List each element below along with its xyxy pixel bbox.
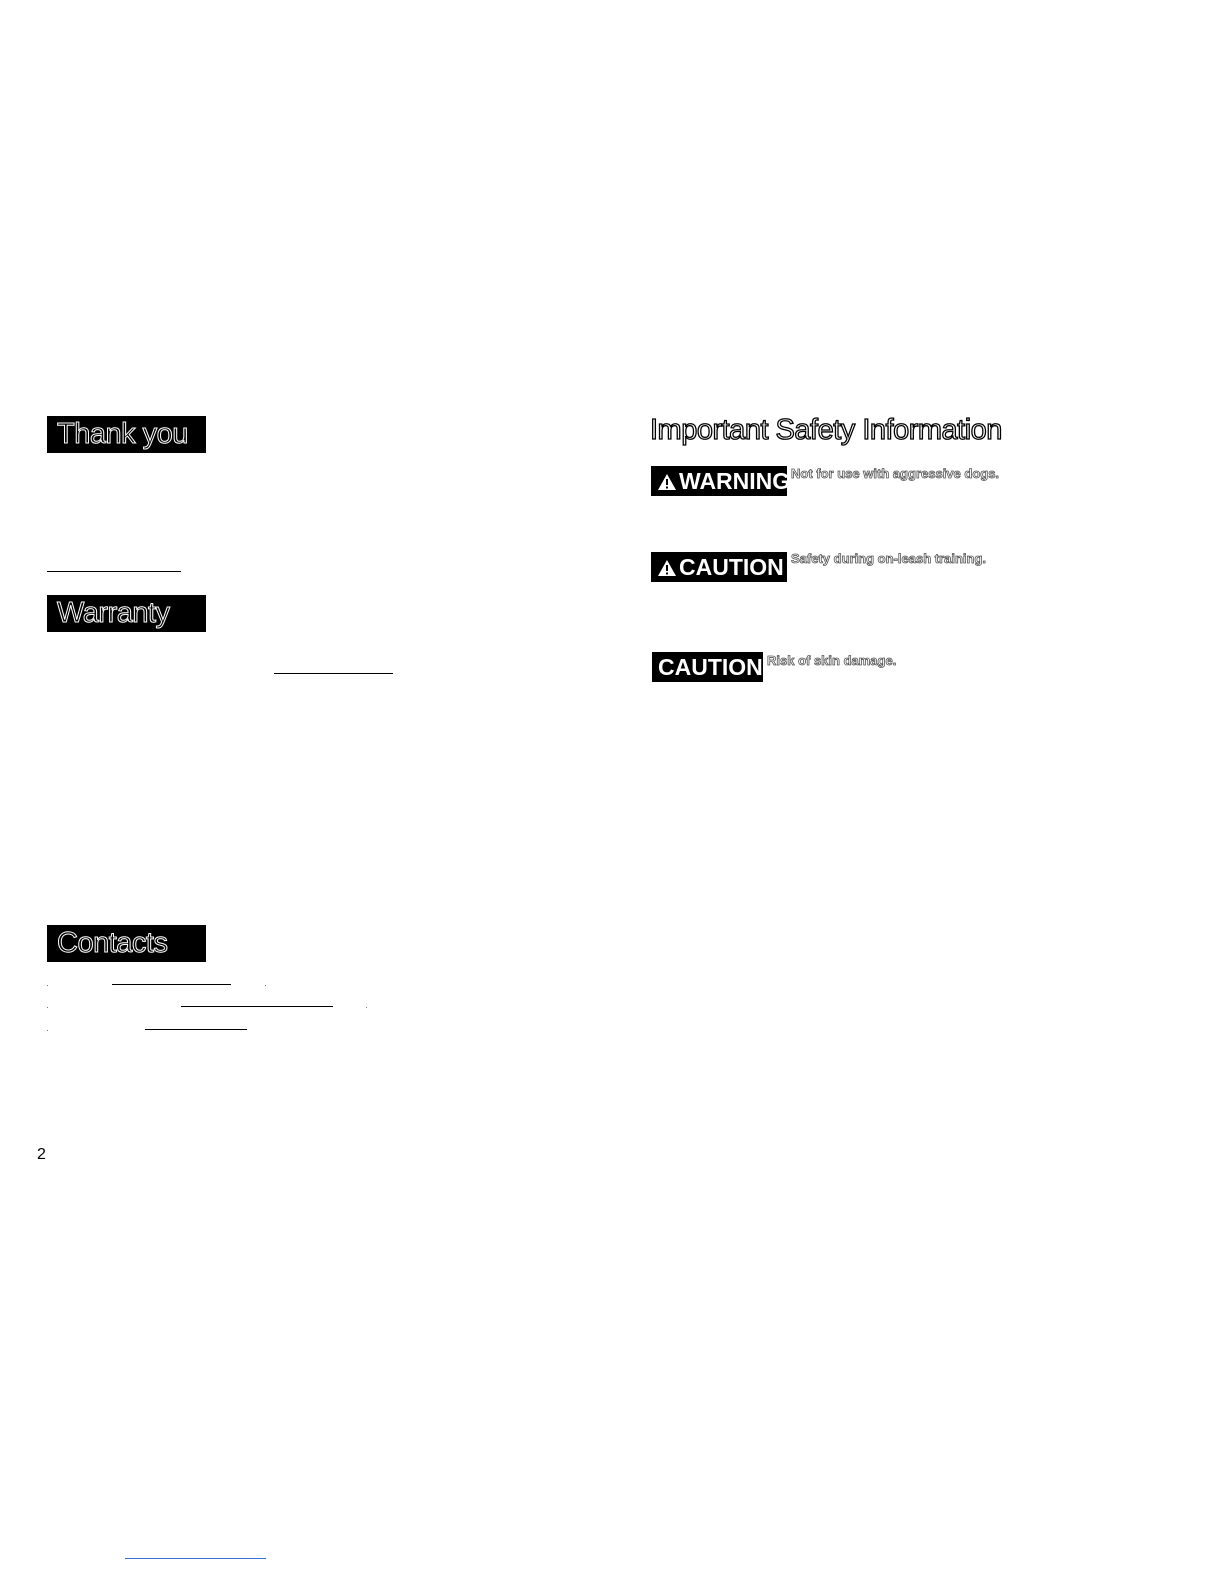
contact-link-underline-2[interactable] bbox=[181, 1006, 333, 1007]
warning-text: Not for use with aggressive dogs. bbox=[791, 466, 1000, 481]
signal-word: WARNING bbox=[679, 468, 791, 494]
underline-rule bbox=[47, 571, 181, 572]
contact-link-underline-3[interactable] bbox=[145, 1029, 247, 1030]
footer-link-underline[interactable] bbox=[125, 1558, 266, 1559]
warranty-link-underline[interactable] bbox=[274, 673, 393, 674]
contact-dot bbox=[366, 1007, 367, 1008]
thank-you-heading: Thank you bbox=[47, 416, 206, 453]
contact-dot bbox=[47, 985, 48, 986]
warning-triangle-icon bbox=[657, 473, 677, 491]
warranty-heading: Warranty bbox=[47, 595, 206, 632]
contact-link-underline-1[interactable] bbox=[112, 984, 231, 985]
page-number: 2 bbox=[37, 1146, 46, 1163]
skin-damage-text: Risk of skin damage. bbox=[767, 653, 897, 668]
contact-dot bbox=[47, 1030, 48, 1031]
warning-triangle-icon bbox=[657, 559, 677, 577]
signal-word: CAUTION bbox=[658, 654, 763, 680]
contacts-heading: Contacts bbox=[47, 925, 206, 962]
contact-dot bbox=[47, 1007, 48, 1008]
contact-dot bbox=[265, 985, 266, 986]
signal-word: CAUTION bbox=[679, 554, 784, 580]
warning-signal-badge bbox=[651, 466, 791, 496]
caution-signal-badge-plain bbox=[652, 652, 763, 682]
safety-title: Important Safety Information bbox=[650, 414, 1002, 446]
caution-signal-badge bbox=[651, 552, 787, 582]
caution-text: Safety during on-leash training. bbox=[791, 551, 987, 566]
